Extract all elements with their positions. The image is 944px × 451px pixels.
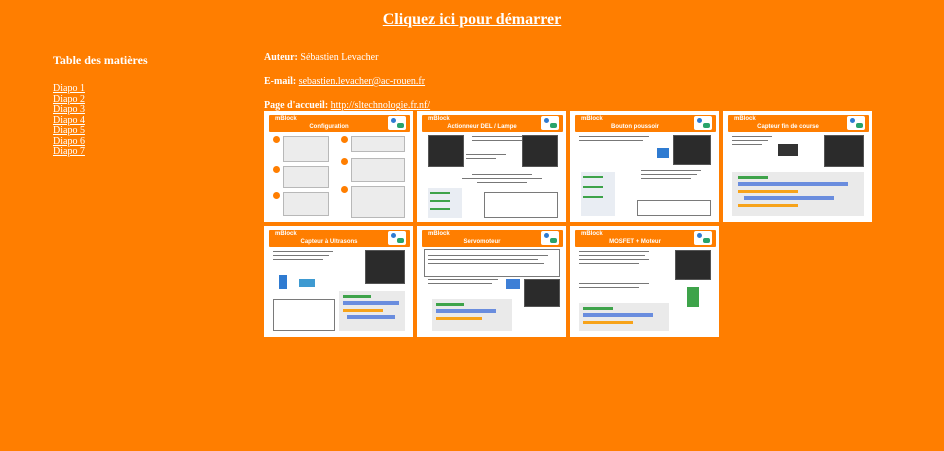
slide-thumbnail-3[interactable] — [570, 111, 719, 222]
slide-content-image — [422, 249, 563, 335]
mblock-logo-icon — [694, 116, 712, 130]
slide-content-image — [575, 134, 716, 220]
slide-title: Capteur fin de course — [757, 124, 819, 130]
slide-title: Capteur à Ultrasons — [300, 239, 358, 245]
toc-link-diapo-5[interactable]: Diapo 5 — [53, 125, 85, 136]
start-link[interactable]: Cliquez ici pour démarrer — [382, 11, 562, 28]
mblock-logo-icon — [847, 116, 865, 130]
table-of-contents — [53, 53, 148, 158]
toc-link-diapo-3[interactable]: Diapo 3 — [53, 104, 85, 115]
slide-brand: mBlock — [428, 116, 450, 122]
author-name: Sébastien Levacher — [300, 52, 379, 63]
slide-thumbnail-1[interactable] — [264, 111, 413, 222]
slide-thumbnails — [264, 111, 880, 337]
toc-link-diapo-1[interactable]: Diapo 1 — [53, 83, 85, 94]
slide-content-image — [422, 134, 563, 220]
slide-brand: mBlock — [428, 231, 450, 237]
email-line — [264, 76, 430, 88]
toc-title: Table des matières — [53, 53, 148, 67]
slide-title: Bouton poussoir — [611, 124, 659, 130]
slide-content-image — [269, 134, 410, 220]
slide-thumbnail-5[interactable] — [264, 226, 413, 337]
slide-thumbnail-7[interactable] — [570, 226, 719, 337]
homepage-label: Page d'accueil: — [264, 100, 329, 111]
author-label: Auteur: — [264, 52, 298, 63]
homepage-link[interactable]: http://sltechnologie.fr.nf/ — [330, 100, 431, 111]
slide-thumbnail-6[interactable] — [417, 226, 566, 337]
slide-title: Actionneur DEL / Lampe — [447, 124, 517, 130]
mblock-logo-icon — [541, 231, 559, 245]
slide-brand: mBlock — [734, 116, 756, 122]
toc-link-diapo-6[interactable]: Diapo 6 — [53, 135, 85, 147]
mblock-logo-icon — [541, 116, 559, 130]
toc-link-diapo-4[interactable]: Diapo 4 — [53, 114, 85, 126]
author-line — [264, 52, 430, 64]
slide-title: Servomoteur — [463, 239, 501, 245]
email-label: E-mail: — [264, 76, 297, 87]
slide-brand: mBlock — [581, 231, 603, 237]
slide-brand: mBlock — [581, 116, 603, 122]
email-link[interactable]: sebastien.levacher@ac-rouen.fr — [298, 76, 426, 87]
slide-brand: mBlock — [275, 116, 297, 122]
slide-title: MOSFET + Moteur — [609, 239, 661, 245]
toc-link-diapo-2[interactable]: Diapo 2 — [53, 93, 85, 105]
slide-thumbnail-2[interactable] — [417, 111, 566, 222]
slide-brand: mBlock — [275, 231, 297, 237]
slide-title: Configuration — [309, 124, 349, 130]
slide-thumbnail-4[interactable] — [723, 111, 872, 222]
mblock-logo-icon — [388, 116, 406, 130]
mblock-logo-icon — [694, 231, 712, 245]
mblock-logo-icon — [388, 231, 406, 245]
slide-content-image — [728, 134, 869, 220]
slide-content-image — [269, 249, 410, 335]
slide-content-image — [575, 249, 716, 335]
toc-link-diapo-7[interactable]: Diapo 7 — [53, 146, 85, 157]
